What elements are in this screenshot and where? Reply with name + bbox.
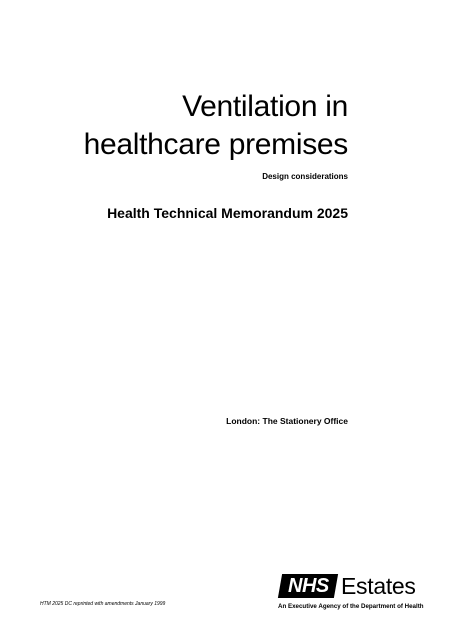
publisher-line: London: The Stationery Office <box>226 416 348 426</box>
agency-tagline: An Executive Agency of the Department of Health <box>278 603 424 610</box>
nhs-logo-box <box>278 574 338 598</box>
reprint-footnote: HTM 2025 DC reprinted with amendments January 1999 <box>40 601 166 607</box>
title-line-2: healthcare premises <box>83 128 348 161</box>
title-line-1: Ventilation in <box>182 90 348 123</box>
memorandum-series: Health Technical Memorandum 2025 <box>107 205 348 221</box>
document-subtitle: Design considerations <box>262 172 348 181</box>
estates-logo-text: Estates <box>341 573 416 599</box>
nhs-estates-logo <box>277 571 441 613</box>
nhs-logo-text: NHS <box>287 575 329 597</box>
logo-wordmark <box>277 571 441 601</box>
document-title <box>84 88 348 164</box>
